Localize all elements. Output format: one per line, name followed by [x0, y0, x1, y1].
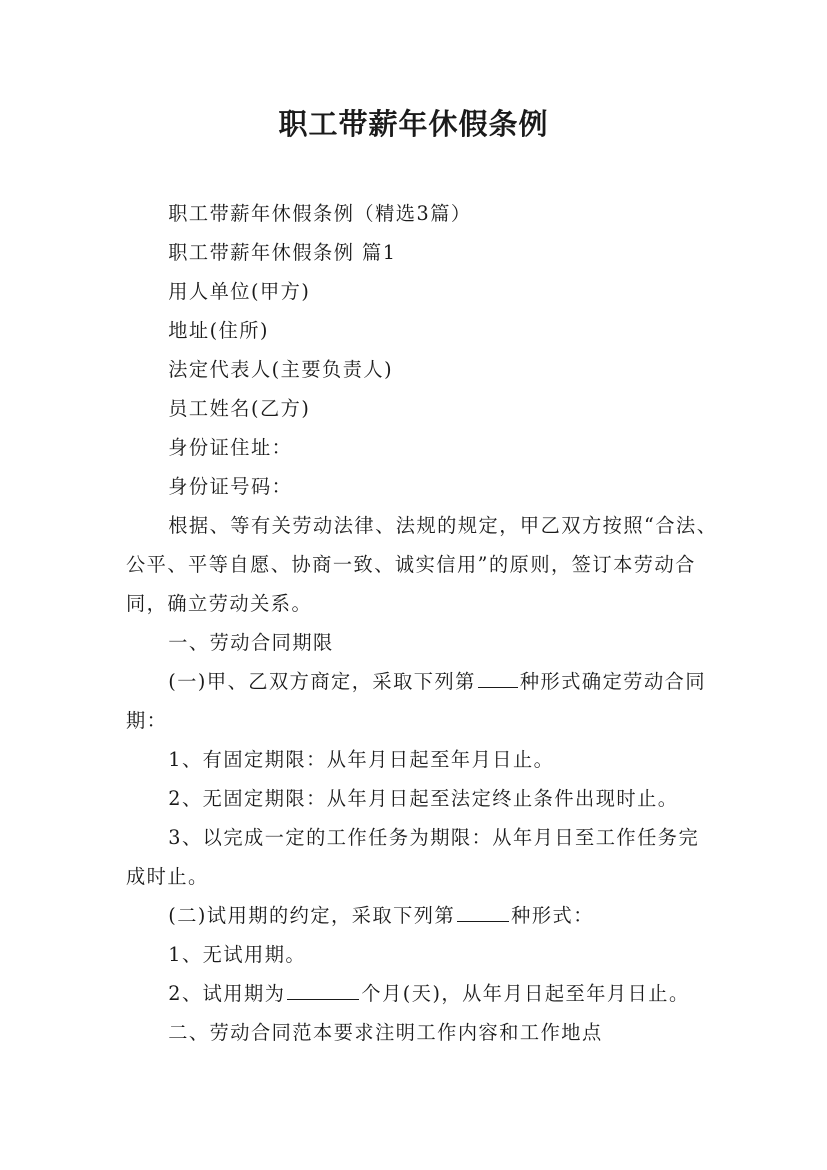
paragraph-address: 地址(住所) [168, 319, 269, 342]
document-title: 职工带薪年休假条例 [278, 107, 549, 141]
paragraph-section-heading: 职工带薪年休假条例 篇1 [168, 241, 397, 264]
paragraph-employer: 用人单位(甲方) [168, 280, 311, 303]
paragraph-id-number: 身份证号码： [168, 475, 293, 498]
text-segment: (一)甲、乙双方商定，采取下列第 [168, 670, 476, 693]
text-segment: (二)试用期的约定，采取下列第 [168, 904, 456, 927]
fill-in-blank [457, 903, 509, 922]
paragraph-task-term: 3、以完成一定的工作任务为期限：从年月日至工作任务完成时止。 [126, 826, 700, 888]
text-segment: 种形式确定劳动合同期： [126, 670, 707, 732]
paragraph-term-form [126, 662, 718, 740]
paragraph-contract-term-heading: 一、劳动合同期限 [168, 631, 334, 654]
document-body [126, 194, 718, 1052]
paragraph-id-address: 身份证住址： [168, 436, 293, 459]
paragraph-open-term: 2、无固定期限：从年月日起至法定终止条件出现时止。 [168, 787, 679, 810]
fill-in-blank [478, 669, 518, 688]
paragraph-no-probation: 1、无试用期。 [168, 943, 307, 966]
paragraph-fixed-term: 1、有固定期限：从年月日起至年月日止。 [168, 748, 555, 771]
paragraph-preamble: 根据、等有关劳动法律、法规的规定，甲乙双方按照“合法、公平、平等自愿、协商一致、诚实信用”的原则，签订本劳动合同，确立劳动关系。 [126, 514, 718, 615]
text-segment: 2、试用期为 [168, 982, 286, 1005]
paragraph-employee-name: 员工姓名(乙方) [168, 397, 311, 420]
paragraph-work-content-heading: 二、劳动合同范本要求注明工作内容和工作地点 [168, 1021, 603, 1044]
paragraph-legal-rep: 法定代表人(主要负责人) [168, 358, 394, 381]
paragraph-probation-form [126, 896, 718, 935]
fill-in-blank [287, 981, 359, 1000]
paragraph-subtitle: 职工带薪年休假条例（精选3篇） [168, 202, 472, 225]
text-segment: 种形式： [511, 904, 594, 927]
paragraph-probation-period [126, 974, 718, 1013]
text-segment: 个月(天)，从年月日起至年月日止。 [361, 982, 690, 1005]
